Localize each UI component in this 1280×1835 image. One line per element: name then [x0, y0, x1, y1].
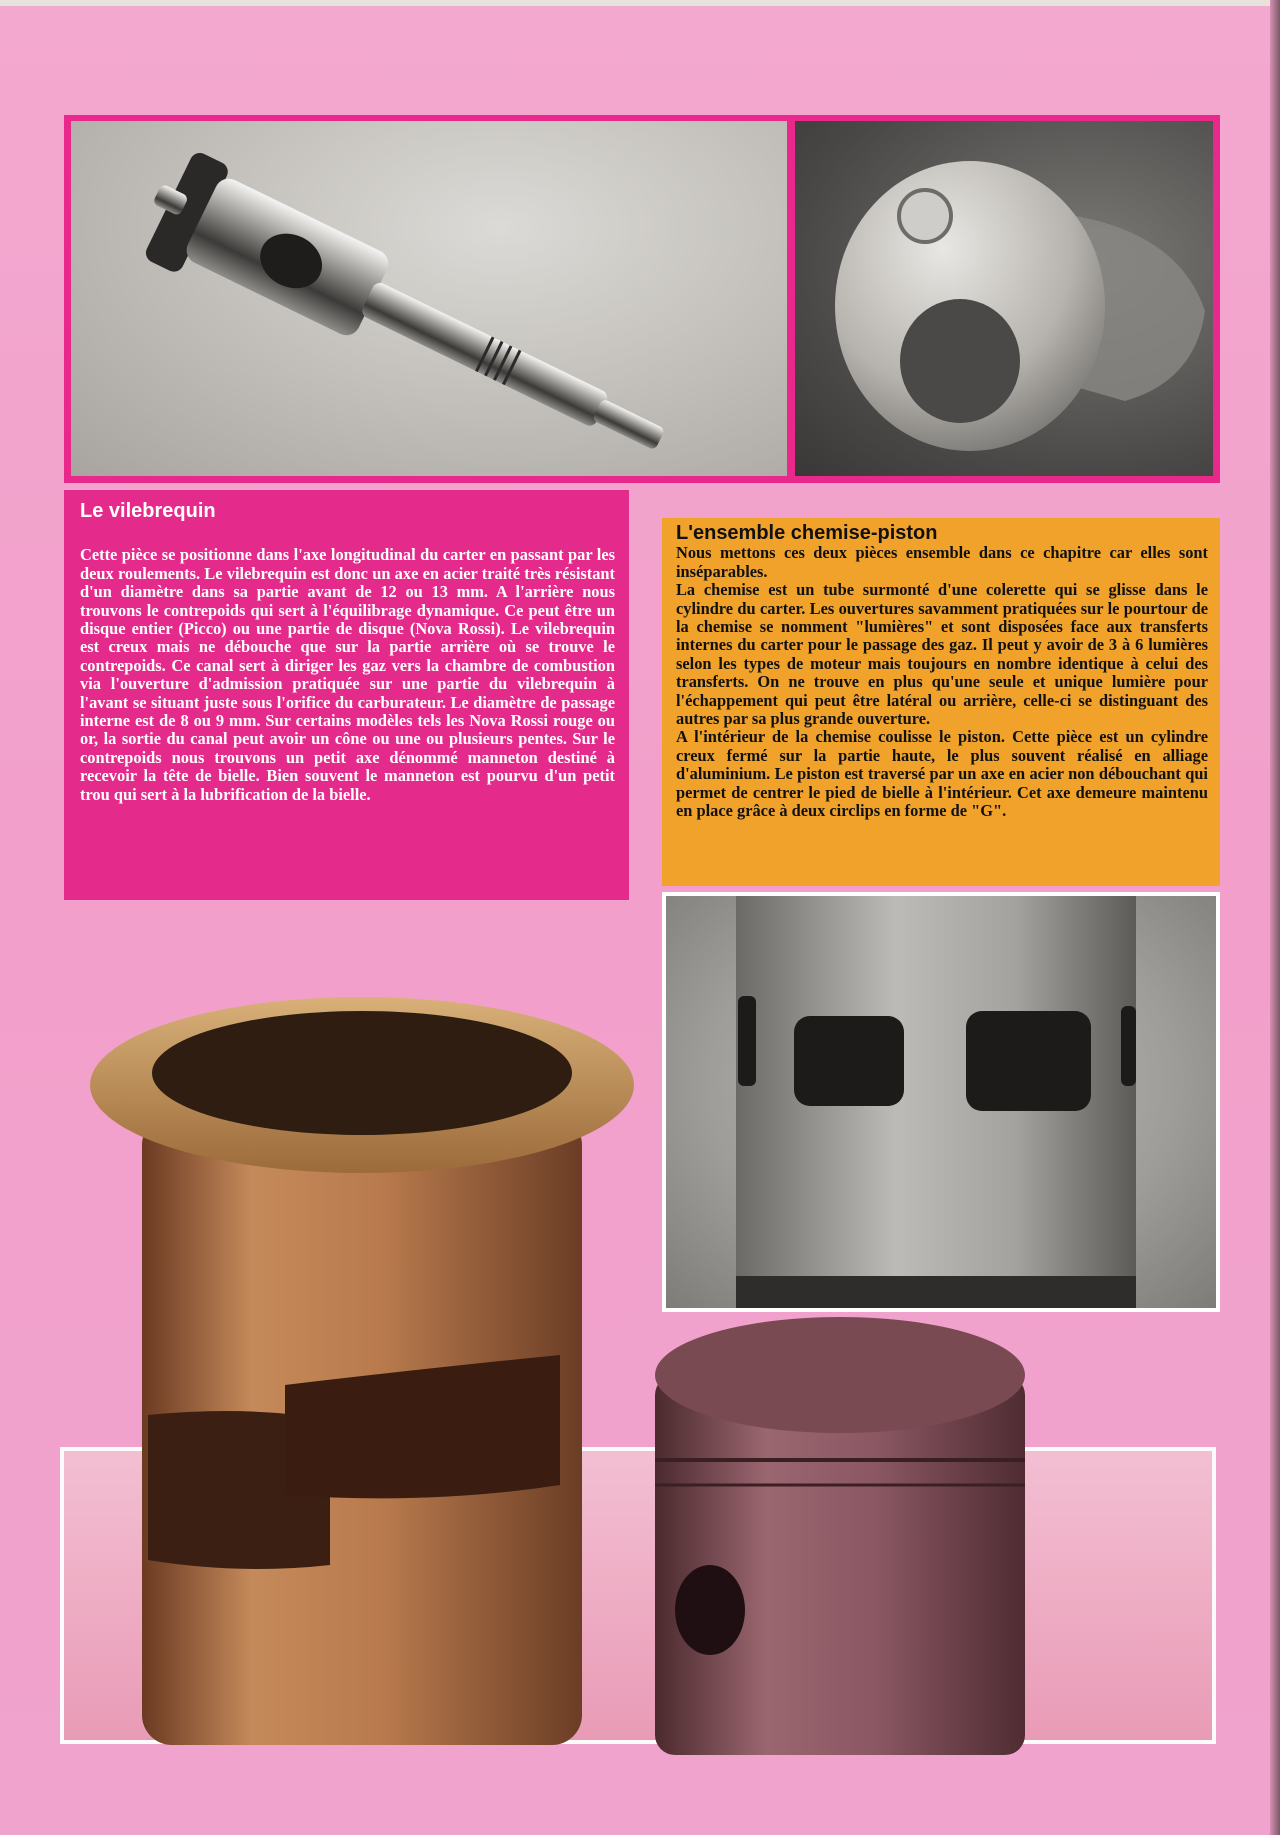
liner-piston-heading: L'ensemble chemise-piston: [676, 522, 938, 544]
liner-closeup-photo: [666, 896, 1216, 1308]
crankshaft-end-illustration: [795, 121, 1213, 476]
liner-closeup-illustration: [666, 896, 1216, 1308]
crankshaft-heading: Le vilebrequin: [80, 500, 216, 522]
piston-illustration: [650, 1310, 1030, 1770]
liner-piston-body: Nous mettons ces deux pièces ensemble dans ce chapitre car elles sont inséparables. La chemise est un tube surmonté d'une colerette qui se glisse dans le cylindre du carter. Les ouvertures savamment pratiquées sur le pourtour de la chemise se nomment "lumières" et sont disposées face aux transferts internes du carter pour le passage des gaz. Il peut y avoir de 3 à 6 lumières selon les types de moteur mais toujours en nombre identique à celui des transferts. On ne trouve en plus qu'une seule et unique lumière pour l'échappement qui peut être latéral ou arrière, celle-ci se distinguant des autres par sa plus grande ouverture. A l'intérieur de la chemise coulisse le piston. Cette pièce est un cylindre creux fermé sur la partie haute, le plus souvent réalisé en alliage d'aluminium. Le piston est traversé par un axe en acier non débouchant qui permet de centrer le pied de bielle à l'intérieur. Cet axe demeure maintenu en place grâce à deux circlips en forme de "G".: [676, 543, 1208, 821]
liner-piston-text-box: [662, 518, 1220, 886]
copper-liner-illustration: [90, 975, 650, 1765]
liner-photo-frame: [662, 892, 1220, 1312]
crankshaft-photo: [71, 121, 787, 476]
crankshaft-end-photo: [795, 121, 1213, 476]
crankshaft-illustration: [71, 121, 787, 476]
crankshaft-body: Cette pièce se positionne dans l'axe longitudinal du carter en passant par les deux roulements. Le vilebrequin est donc un axe en acier traité très résistant d'un diamètre dans sa partie avant de 12 ou 13 mm. A l'arrière nous trouvons le contrepoids qui sert à l'équilibrage dynamique. Ce peut être un disque entier (Picco) ou une partie de disque (Nova Rossi). Le vilebrequin est creux mais ne débouche que sur la partie arrière où se trouve le contrepoids. Ce canal sert à diriger les gaz vers la chambre de combustion via l'ouverture d'admission pratiquée sur une partie du vilebrequin à l'avant se situant juste sous l'orifice du carburateur. Le diamètre de passage interne est de 8 ou 9 mm. Sur certains modèles tels les Nova Rossi rouge ou or, la sortie du canal peut avoir un cône ou une ou plusieurs pentes. Sur le contrepoids nous trouvons un petit axe dénommé manneton destiné à recevoir la tête de bielle. Bien souvent le manneton est pourvu d'un petit trou qui sert à la lubrification de la bielle.: [80, 545, 615, 804]
page-binding-edge: [1270, 0, 1280, 1835]
top-photo-frame: [64, 115, 1220, 483]
crankshaft-text-box: [64, 490, 629, 900]
page-top-edge: [0, 0, 1280, 6]
